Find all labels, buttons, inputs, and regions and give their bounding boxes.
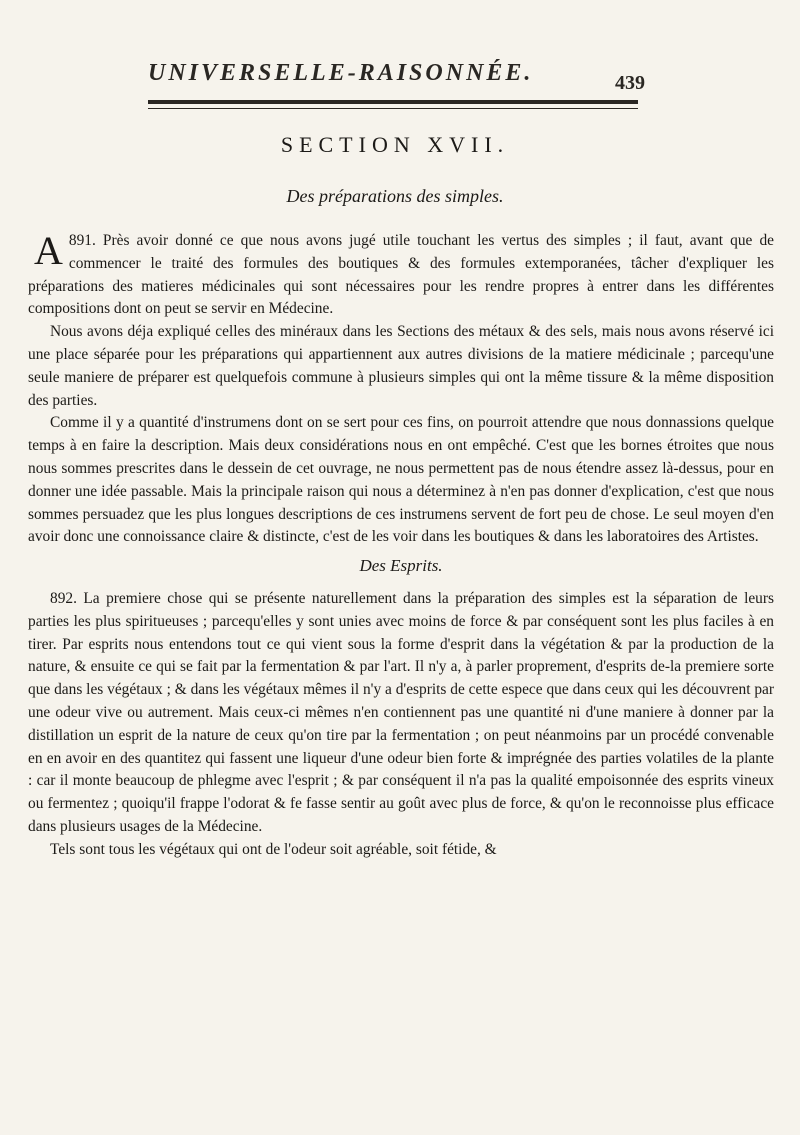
subheading-esprits: Des Esprits. (359, 556, 443, 576)
paragraph-text: La premiere chose qui se présente naturellement dans la préparation des simples est la séparation de leurs parties les plus spiritueuses ; parcequ'elles y sont unies avec moins de force & par conséquent sont les plus faciles à en tirer. Par esprits nous entendons tout ce qui vient sous la forme d'esprit dans la végétation & par la production de la nature, & ensuite ce qui se fait par la fermentation & par l'art. Il n'y a, à parler proprement, d'esprits de-la premiere sorte que dans les végétaux ; & dans les végétaux mêmes il n'y a d'esprits de cette espece que dans ceux qui les découvrent par une odeur vive ou autrement. Mais ceux-ci mêmes n'en contiennent pas une quantité ni d'une maniere à donner par la distillation un esprit de la nature de ceux qu'on tire par la fermentation ; on peut néanmoins par un procédé convenable en en avoir en des quantitez qui fassent une liqueur d'une odeur bien forte & imprégnée des parties volatiles de la plante : car il monte beaucoup de phlegme avec l'esprit ; & par conséquent il n'a pas la qualité empoisonnée des esprits vineux ou fermentez ; quoiqu'il frappe l'odorat & fe fasse sentir au goût avec plus de force, & qu'on le reconnoisse plus efficace dans plusieurs usages de la Médecine. (28, 589, 774, 835)
article-number: 891. (68, 232, 96, 249)
drop-cap: A (34, 228, 63, 273)
page-number: 439 (615, 72, 645, 94)
header-rule-thick (148, 100, 638, 104)
running-head: UNIVERSELLE-RAISONNÉE. (148, 60, 534, 86)
article-number: 892. (50, 589, 77, 607)
body-text (28, 230, 774, 862)
section-subtitle: Des préparations des simples. (286, 186, 504, 206)
paragraph-last: Tels sont tous les végétaux qui ont de l'odeur soit agréable, soit fétide, & (50, 840, 497, 858)
paragraph-891 (28, 230, 774, 321)
paragraph-text: Près avoir donné ce que nous avons jugé utile touchant les vertus des simples ; il faut, avant que de commencer le traité des formules des boutiques & des formules extemporanées, tâcher d'expliquer les préparations des matieres médicinales qui sont nécessaires pour les rendre propres à entrer dans les différentes compositions dont on peut se servir en Médecine. (28, 232, 774, 318)
header-rule-thin (148, 108, 638, 109)
section-title: SECTION XVII. (280, 132, 510, 157)
paragraph-2: Nous avons déja expliqué celles des minéraux dans les Sections des métaux & des sels, mais nous avons réservé ici une place séparée pour les préparations qui appartiennent aux autres divisions de la matiere médicinale ; parcequ'une seule maniere de préparer est quelquefois commune à plusieurs simples qui ont la même tissure & la même disposition des parties. (28, 323, 774, 409)
paragraph-892 (28, 588, 774, 839)
paragraph-3: Comme il y a quantité d'instrumens dont on se sert pour ces fins, on pourroit attendre que nous donnassions quelque temps à en faire la description. Mais deux considérations nous en ont empêché. C'est que les bornes étroites que nous nous sommes prescrites dans le dessein de cet ouvrage, ne nous permettent pas de nous étendre assez là-dessus, pour en donner une idée passable. Mais la principale raison qui nous a déterminez à n'en pas donner d'explication, c'est que nous sommes persuadez que les plus longues descriptions de ces instrumens servent de fort peu de chose. Le seul moyen d'en avoir donc une connoissance claire & distincte, c'est de les voir dans les boutiques & dans les laboratoires des Artistes. (28, 414, 774, 546)
